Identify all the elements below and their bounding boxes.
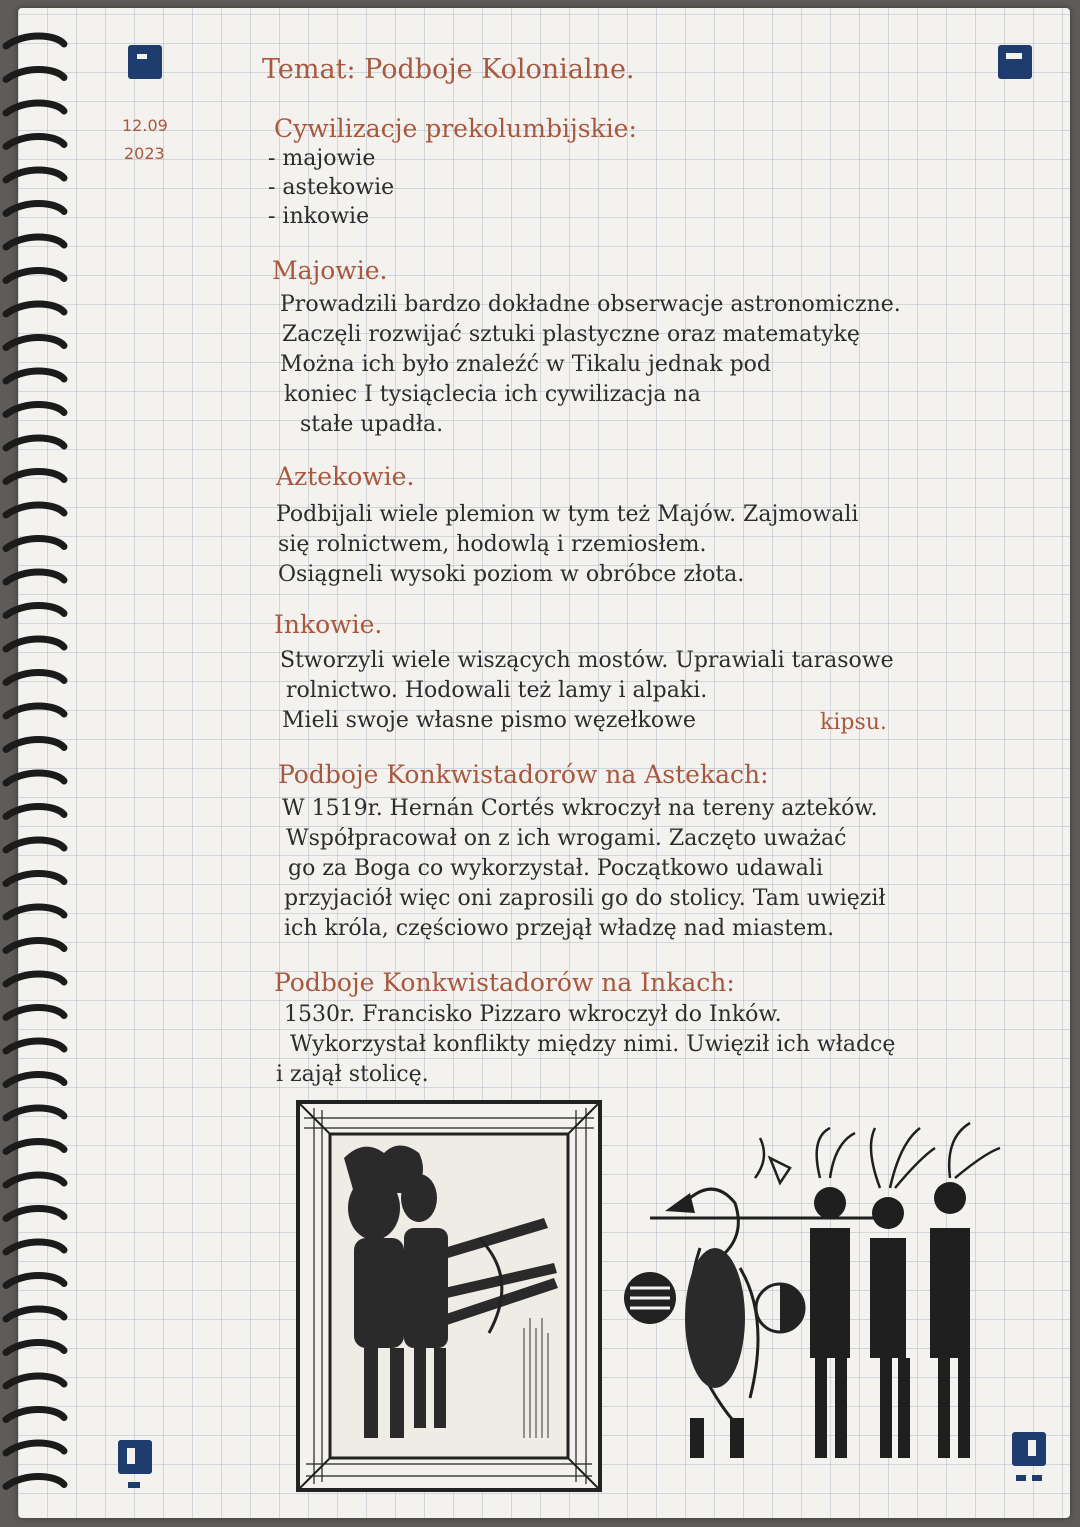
spiral-ring — [6, 639, 64, 649]
text-line: Osiągneli wysoki poziom w obróbce złota. — [278, 562, 745, 587]
spiral-ring — [6, 1108, 64, 1118]
text-line: koniec I tysiąclecia ich cywilizacja na — [284, 382, 701, 407]
aztec-warriors-illustration — [620, 1118, 1020, 1488]
spiral-ring — [6, 237, 64, 247]
spiral-ring — [6, 1142, 64, 1152]
spiral-ring — [6, 505, 64, 515]
spiral-ring — [6, 271, 64, 281]
text-line: W 1519r. Hernán Cortés wkroczył na tereny azteków. — [282, 796, 878, 821]
text-line: stałe upadła. — [300, 412, 444, 437]
spiral-ring — [6, 740, 64, 750]
spiral-ring — [6, 338, 64, 348]
spiral-ring — [6, 405, 64, 415]
spiral-ring — [6, 1376, 64, 1386]
section-heading-conquest-aztecs: Podboje Konkwistadorów na Astekach: — [278, 760, 769, 789]
spiral-ring — [6, 941, 64, 951]
spiral-ring — [6, 304, 64, 314]
spiral-ring — [6, 974, 64, 984]
spiral-ring — [6, 103, 64, 113]
spiral-ring — [6, 1209, 64, 1219]
section-heading-aztekowie: Aztekowie. — [276, 462, 415, 491]
date-year: 2023 — [124, 144, 165, 163]
text-line: Prowadzili bardzo dokładne obserwacje astronomiczne. — [280, 292, 901, 317]
date-day-month: 12.09 — [122, 116, 168, 135]
spiral-binding — [0, 0, 70, 1527]
text-line: ich króla, częściowo przejął władzę nad miastem. — [284, 916, 835, 941]
list-item: - astekowie — [268, 175, 395, 200]
section-heading-conquest-incas: Podboje Konkwistadorów na Inkach: — [274, 968, 735, 997]
text-line: 1530r. Francisko Pizzaro wkroczył do Inków. — [284, 1002, 782, 1027]
spiral-ring — [6, 170, 64, 180]
corner-mark-top-right — [998, 45, 1032, 79]
text-line: Można ich było znaleźć w Tikalu jednak pod — [280, 352, 772, 377]
spiral-ring — [6, 1343, 64, 1353]
list-item: - majowie — [268, 146, 376, 171]
spiral-ring — [6, 371, 64, 381]
text-line: rolnictwo. Hodowali też lamy i alpaki. — [286, 678, 708, 703]
spiral-ring — [6, 907, 64, 917]
page-title: Temat: Podboje Kolonialne. — [262, 54, 635, 85]
corner-mark-top-left — [128, 45, 162, 79]
text-line: Mieli swoje własne pismo węzełkowe — [282, 708, 696, 733]
text-line: Współpracował on z ich wrogami. Zaczęto uważać — [286, 826, 847, 851]
list-item: - inkowie — [268, 204, 370, 229]
text-line: się rolnictwem, hodowlą i rzemiosłem. — [278, 532, 707, 557]
spiral-ring — [6, 706, 64, 716]
spiral-ring — [6, 1477, 64, 1487]
spiral-ring — [6, 1175, 64, 1185]
text-line: i zajął stolicę. — [276, 1062, 429, 1087]
spiral-ring — [6, 137, 64, 147]
text-line: Wykorzystał konflikty między nimi. Uwięził ich władcę — [290, 1032, 896, 1057]
term-kipsu: kipsu. — [820, 710, 887, 735]
text-line: Zaczęli rozwijać sztuki plastyczne oraz matematykę — [282, 322, 860, 347]
spiral-ring — [6, 807, 64, 817]
spiral-ring — [6, 874, 64, 884]
spiral-ring — [6, 204, 64, 214]
spiral-ring — [6, 539, 64, 549]
text-line: przyjaciół więc oni zaprosili go do stolicy. Tam uwięził — [284, 886, 886, 911]
text-line: Stworzyli wiele wiszących mostów. Uprawiali tarasowe — [280, 648, 894, 673]
spiral-ring — [6, 606, 64, 616]
spiral-ring — [6, 1008, 64, 1018]
spiral-ring — [6, 773, 64, 783]
spiral-ring — [6, 36, 64, 46]
spiral-ring — [6, 1443, 64, 1453]
intro-heading: Cywilizacje prekolumbijskie: — [274, 114, 637, 143]
spiral-ring — [6, 1242, 64, 1252]
text-line: Podbijali wiele plemion w tym też Majów. Zajmowali — [276, 502, 859, 527]
spiral-ring — [6, 1276, 64, 1286]
spiral-ring — [6, 1309, 64, 1319]
spiral-ring — [6, 1041, 64, 1051]
spiral-ring — [6, 1075, 64, 1085]
spiral-ring — [6, 1410, 64, 1420]
spiral-ring — [6, 673, 64, 683]
spiral-ring — [6, 70, 64, 80]
spiral-ring — [6, 472, 64, 482]
section-heading-majowie: Majowie. — [272, 256, 388, 285]
spiral-ring — [6, 438, 64, 448]
corner-mark-bottom-left — [118, 1440, 152, 1474]
text-line: go za Boga co wykorzystał. Początkowo udawali — [288, 856, 823, 881]
spiral-ring — [6, 572, 64, 582]
spiral-ring — [6, 840, 64, 850]
conquistadors-engraving-illustration — [294, 1098, 604, 1494]
corner-mark-bottom-left-dot — [128, 1482, 140, 1488]
section-heading-inkowie: Inkowie. — [274, 610, 383, 639]
